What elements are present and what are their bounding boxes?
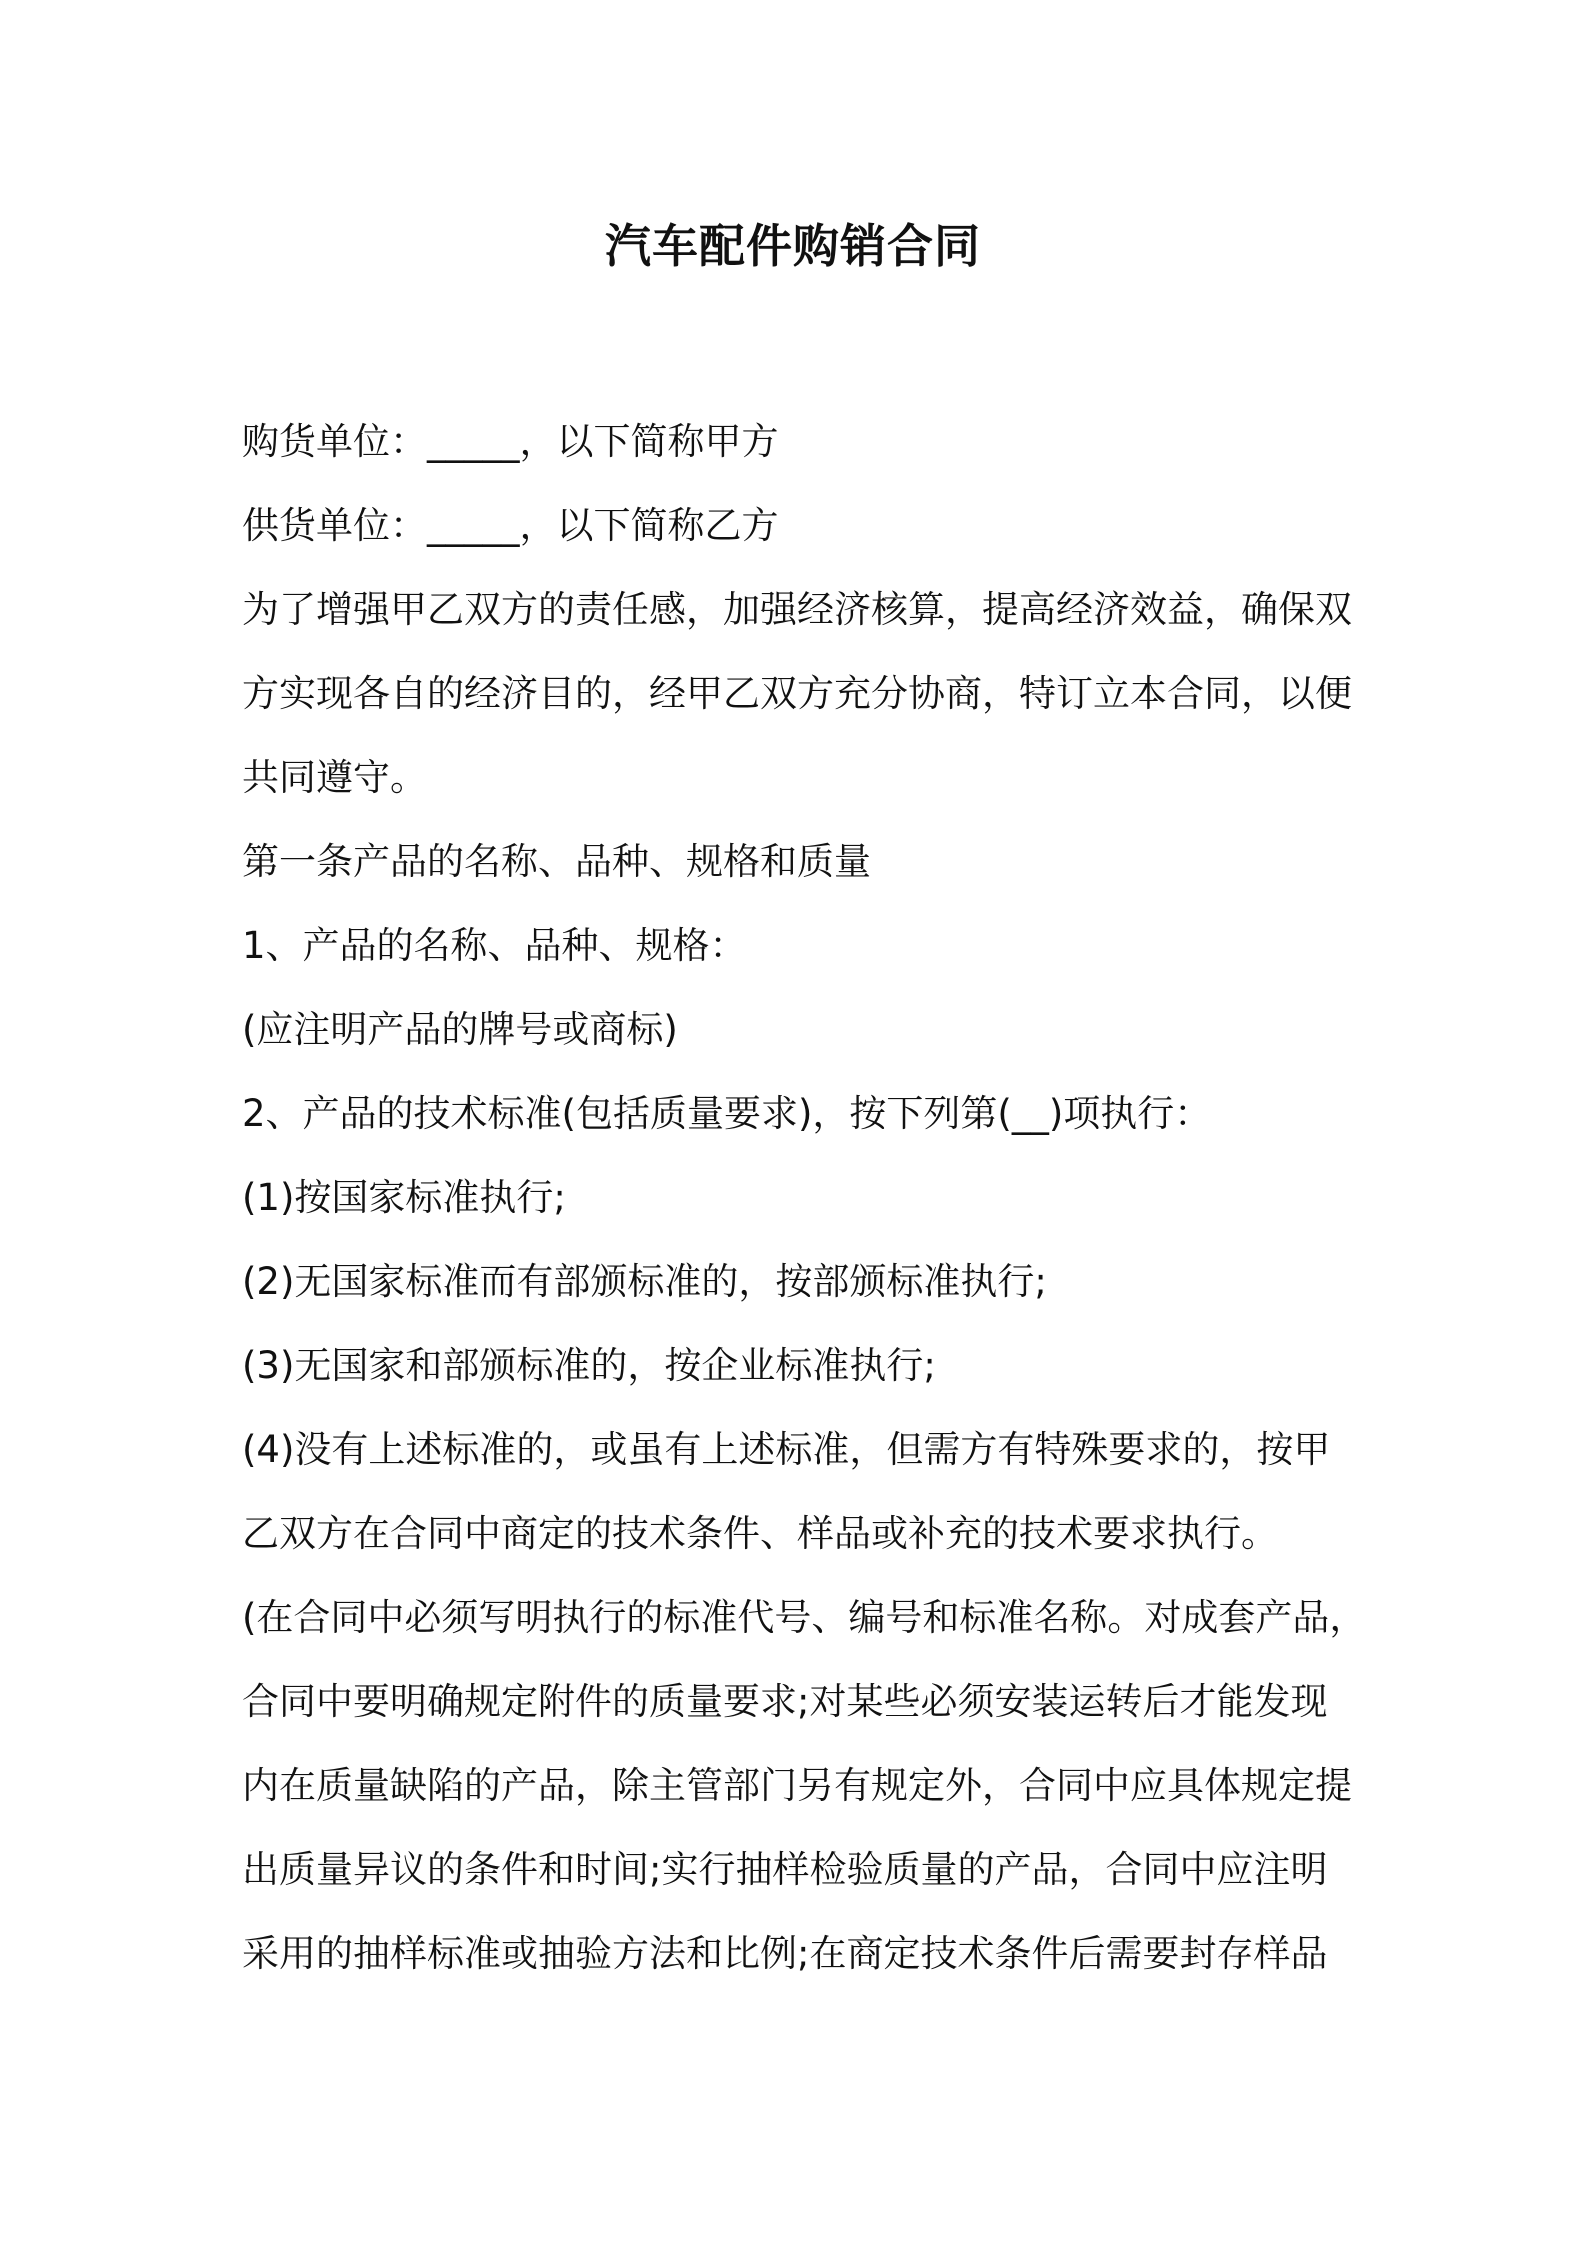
text-line: (3)无国家和部颁标准的，按企业标准执行; <box>242 1344 936 1387</box>
text-line: 乙双方在合同中商定的技术条件、样品或补充的技术要求执行。 <box>242 1512 1278 1555</box>
text-line: 内在质量缺陷的产品，除主管部门另有规定外，合同中应具体规定提 <box>242 1764 1352 1807</box>
document-body <box>242 400 1367 1996</box>
text-line: (1)按国家标准执行; <box>242 1176 566 1219</box>
text-line: 共同遵守。 <box>242 756 427 799</box>
text-line: 2、产品的技术标准(包括质量要求)，按下列第(__)项执行： <box>242 1092 1212 1135</box>
text-line: 为了增强甲乙双方的责任感，加强经济核算，提高经济效益，确保双 <box>242 588 1352 631</box>
text-line: 供货单位：_____，以下简称乙方 <box>242 504 779 547</box>
text-line: 合同中要明确规定附件的质量要求;对某些必须安装运转后才能发现 <box>242 1680 1328 1723</box>
section-heading: 第一条产品的名称、品种、规格和质量 <box>242 840 871 883</box>
text-line: (2)无国家标准而有部颁标准的，按部颁标准执行; <box>242 1260 1047 1303</box>
text-line: (在合同中必须写明执行的标准代号、编号和标准名称。对成套产品， <box>242 1596 1367 1639</box>
text-line: 采用的抽样标准或抽验方法和比例;在商定技术条件后需要封存样品 <box>242 1932 1328 1975</box>
text-line: 购货单位：_____，以下简称甲方 <box>242 420 779 463</box>
text-line: 方实现各自的经济目的，经甲乙双方充分协商，特订立本合同，以便 <box>242 672 1352 715</box>
document-title: 汽车配件购销合同 <box>605 219 981 273</box>
text-line: (应注明产品的牌号或商标) <box>242 1008 678 1051</box>
text-line: (4)没有上述标准的，或虽有上述标准，但需方有特殊要求的，按甲 <box>242 1428 1331 1471</box>
text-line: 1、产品的名称、品种、规格： <box>242 924 747 967</box>
text-line: 出质量异议的条件和时间;实行抽样检验质量的产品，合同中应注明 <box>242 1848 1328 1891</box>
